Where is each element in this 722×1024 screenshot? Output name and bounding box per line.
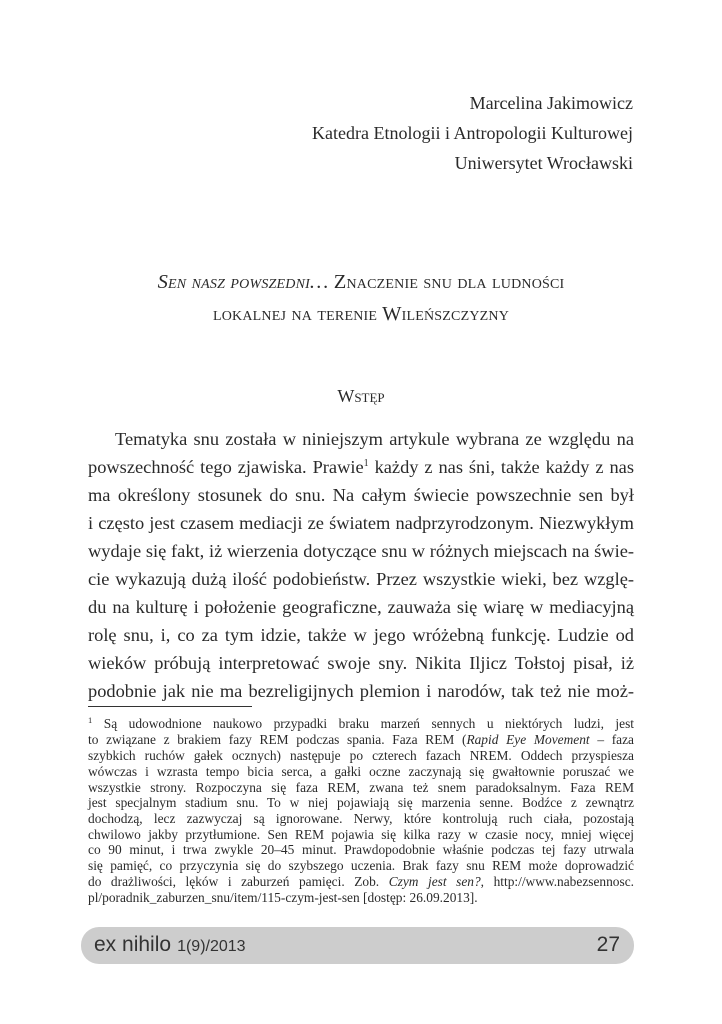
footnote-line: wszystkie strony. Rozpoczyna się faza REM, zwana też snem paradoksalnym. Faza REM xyxy=(88,780,634,795)
footnote-cited-title: Czym jest sen? xyxy=(388,874,481,889)
footnote-line[interactable]: pl/poradnik_zaburzen_snu/item/115-czym-jest-sen [dostęp: 26.09.2013]. xyxy=(88,890,478,905)
footnote-divider xyxy=(88,706,252,707)
footnote-url[interactable]: , http://www.nabezsennosc. xyxy=(480,874,635,889)
body-text: powszechność tego zjawiska. Prawie xyxy=(88,457,364,477)
footnote-text: – faza xyxy=(589,732,635,747)
footnote-text: Są udowodnione naukowo przypadki braku marzeń sennych u niektórych ludzi, jest xyxy=(103,716,634,731)
author-university: Uniwersytet Wrocławski xyxy=(454,153,633,173)
footnote-line: się pamięć, co przyczynia się do szybszego uczenia. Brak fazy snu REM może doprowadzić xyxy=(88,858,634,873)
article-title-line-1 xyxy=(88,266,634,298)
footnote-line: chwilowo jakby przytłumione. Sen REM pojawia się kilka razy w czasie nocy, mniej więcej xyxy=(88,827,634,842)
footer-bar xyxy=(81,927,634,964)
body-line: podobnie jak nie ma bezreligijnych plemion i narodów, tak też nie moż- xyxy=(88,681,634,701)
footnote-line: wówczas i wzrasta tempo bicia serca, a gałki oczne zaczynają się gwałtownie poruszać we xyxy=(88,764,634,779)
body-line: ma określony stosunek do snu. Na całym świecie powszechnie sen był xyxy=(88,485,634,505)
footer-journal xyxy=(94,931,246,961)
footnote-italic-term: Rapid Eye Movement xyxy=(466,732,590,747)
section-heading: Wstęp xyxy=(337,386,385,406)
title-main-part: Znaczenie snu dla ludności xyxy=(333,271,565,293)
body-line: rolę snu, i, co za tym idzie, także w jego wróżebną funkcję. Ludzie od xyxy=(88,625,634,645)
body-line: du na kulturę i położenie geograficzne, zauważa się wiarę w mediacyjną xyxy=(88,597,634,617)
body-line: Tematyka snu została w niniejszym artykule wybrana ze względu na xyxy=(115,429,634,449)
footnote-number: 1 xyxy=(88,715,93,725)
footnote-line: jest specjalnym stadium snu. To w niej pojawiają się marzenia senne. Bodźce z zewnątrz xyxy=(88,795,634,810)
footnote-reference[interactable]: 1 xyxy=(363,458,369,469)
footnote-text: to związane z brakiem fazy REM podczas spania. Faza REM ( xyxy=(88,732,467,747)
author-department: Katedra Etnologii i Antropologii Kulturowej xyxy=(312,123,633,143)
page-number: 27 xyxy=(596,933,620,956)
title-italic-part: Sen nasz powszedni… xyxy=(157,271,329,293)
body-line xyxy=(88,453,634,481)
footnote-line: dochodzą, lecz zazwyczaj są ignorowane. Nerwy, które kontrolują ruch ciała, pozostają xyxy=(88,811,634,826)
footnote-line xyxy=(88,716,634,732)
body-line: wydaje się fakt, iż wierzenia dotyczące snu w różnych miejscach na świe- xyxy=(88,541,634,561)
body-line: i często jest czasem mediacji ze światem nadprzyrodzonym. Niezwykłym xyxy=(88,513,634,533)
footnote-line xyxy=(88,874,634,890)
body-line: wieków próbują interpretować swoje sny. Nikita Iljicz Tołstoj pisał, iż xyxy=(88,653,634,673)
journal-issue: 1(9)/2013 xyxy=(177,938,246,955)
footnote-line xyxy=(88,732,634,748)
author-name: Marcelina Jakimowicz xyxy=(469,93,633,113)
footnote-text: do drażliwości, lęków i zaburzeń pamięci. Zob. xyxy=(88,874,389,889)
article-title-line-2: lokalnej na terenie Wileńszczyzny xyxy=(212,303,510,325)
footnote-line: szybkich ruchów gałek ocznych) następuje po czterech fazach NREM. Oddech przyspiesza xyxy=(88,748,634,763)
body-text: każdy z nas śni, także każdy z nas xyxy=(374,457,634,477)
journal-name: ex nihilo xyxy=(94,933,172,956)
body-line: cie wykazują dużą ilość podobieństw. Przez wszystkie wieki, bez wzglę- xyxy=(88,569,634,589)
footnote-line: co 90 minut, i trwa zwykle 20–45 minut. Prawdopodobnie właśnie podczas tej fazy utrwala xyxy=(88,842,634,857)
